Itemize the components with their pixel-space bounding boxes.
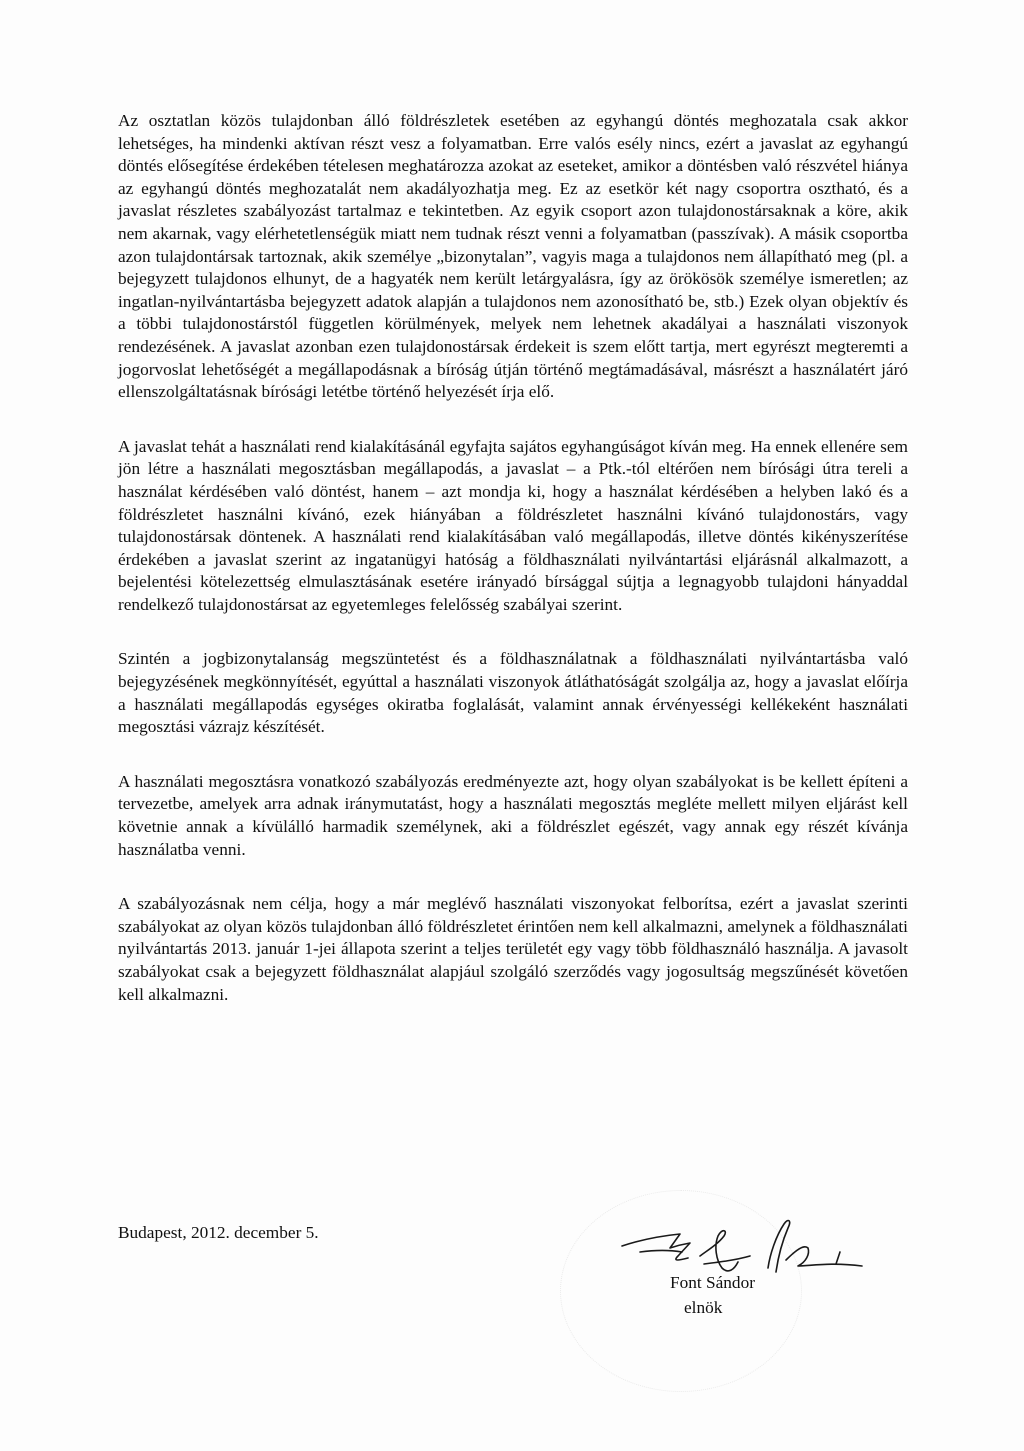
date-line: Budapest, 2012. december 5. xyxy=(118,1223,319,1242)
signature-block xyxy=(600,1210,890,1340)
paragraph-4: A használati megosztásra vonatkozó szabályozás eredményezte azt, hogy olyan szabályokat is be kellett építeni a tervezetbe, amelyek arra adnak iránymutatást, hogy a használati megosztás megléte mellett milyen eljárást kell követnie annak a kívülálló harmadik személynek, aki a földrészlet egészét, vagy annak egy részét kívánja használatba venni. xyxy=(118,771,908,859)
paragraph-3: Szintén a jogbizonytalanság megszüntetést és a földhasználatnak a földhasználati nyilvántartásba való bejegyzésének megkönnyítését, egyúttal a használati viszonyok átláthatóságát szolgálja az, hogy a javaslat előírja a használati megállapodás egységes okiratba foglalását, valamint annak érvényességi kellékeként használati megosztási vázrajz készítését. xyxy=(118,649,908,737)
signer-name: Font Sándor xyxy=(670,1273,755,1292)
handwritten-signature xyxy=(600,1210,890,1320)
paragraph-2: A javaslat tehát a használati rend kialakításánál egyfajta sajátos egyhangúságot kíván meg. Ha ennek ellenére sem jön létre a használati megosztásban megállapodás, a javaslat – a Ptk.-tól eltérően nem bírósági útra tereli a használat kérdésében való döntést, hanem – azt mondja ki, hogy a használat kérdésében a helyben lakó és a földrészletet használni kívánó, ezek hiányában a földrészletet használni kívánó tulajdonostárs, vagy tulajdonostársak döntenek. A használati rend kialakításában való megállapodás, illetve döntés kikényszerítése érdekében a javaslat szerint az ingatanügyi hatóság a földhasználati nyilvántartási eljárásnál alkalmazott, a bejelentési kötelezettség elmulasztásának esetére irányadó bírsággal sújtja a legnagyobb tulajdoni hányaddal rendelkező tulajdonostársat az egyetemleges felelősség szabályai szerint. xyxy=(118,436,908,614)
signer-title: elnök xyxy=(684,1298,723,1317)
paragraph-5: A szabályozásnak nem célja, hogy a már meglévő használati viszonyokat felborítsa, ezért a javaslat szerinti szabályokat az olyan közös tulajdonban álló földrészletet érintően nem kell alkalmazni, amelynek a földhasználati nyilvántartás 2013. január 1-jei állapota szerint a teljes területét egy vagy több földhasználó használja. A javasolt szabályokat csak a bejegyzett földhasználat alapjául szolgáló szerződés vagy jogosultság megszűnését követően kell alkalmazni. xyxy=(118,894,908,1004)
paragraph-1: Az osztatlan közös tulajdonban álló földrészletek esetében az egyhangú döntés meghozatala csak akkor lehetséges, ha mindenki aktívan részt vesz a folyamatban. Erre valós esély nincs, ezért a javaslat az egyhangú döntés elősegítése érdekében tételesen meghatározza azokat az eseteket, amikor a döntésben való részvétel hiánya az egyhangú döntés meghozatalát nem akadályozhatja meg. Ez az esetkör két nagy csoportra osztható, és a javaslat részletes szabályozást tartalmaz e tekintetben. Az egyik csoport azon tulajdonostársaknak a köre, akik nem akarnak, vagy elérhetetlenségük miatt nem tudnak részt venni a folyamatban (passzívak). A másik csoportba azon tulajdontársak tartoznak, akik személye „bizonytalan”, vagyis maga a tulajdonos nem állapítható meg (pl. a bejegyzett tulajdonos elhunyt, de a hagyaték nem került letárgyalásra, így az örökösök személye ismeretlen; az ingatlan-nyilvántartásba bejegyzett adatok alapján a tulajdonos nem azonosítható be, stb.) Ezek olyan objektív és a többi tulajdonostárstól független körülmények, melyek nem lehetnek akadályai a használati viszonyok rendezésének. A javaslat azonban ezen tulajdonostársak érdekeit is szem előtt tartja, mert egyrészt megteremti a jogorvoslat lehetőségét a megállapodásnak a bíróság útján történő megtámadásával, másrészt a használatért járó ellenszolgáltatásnak bírósági letétbe történő helyezését írja elő. xyxy=(118,111,908,402)
document-body xyxy=(118,110,908,1038)
